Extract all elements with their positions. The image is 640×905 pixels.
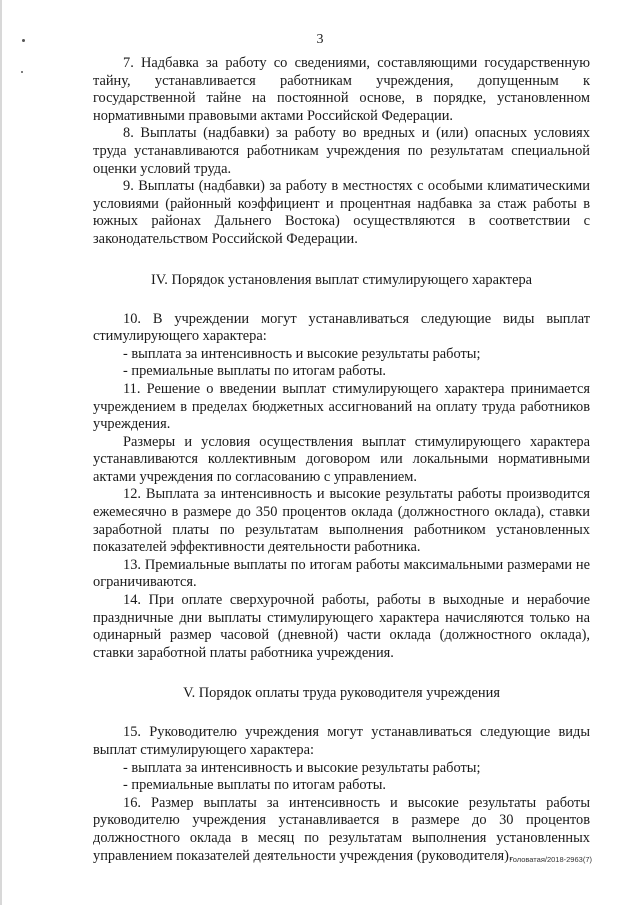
paragraph-12: 12. Выплата за интенсивность и высокие результаты работы производится ежемесячно в размере до 350 процентов оклада (должностного оклада), ставки заработной платы по результатам выполнения работником установленных показателей эффективности деятельности работника. — [93, 486, 590, 556]
paragraph-7: 7. Надбавка за работу со сведениями, составляющими государственную тайну, устанавливается работникам учреждения, допущенным к государственной тайне на постоянной основе, в порядке, установленном нормативными правовыми актами Российской Федерации. — [93, 55, 590, 124]
paragraph-14: 14. При оплате сверхурочной работы, работы в выходные и нерабочие праздничные дни выплаты стимулирующего характера начисляются только на одинарный размер часовой (дневной) части оклада (должностного оклада), ставки заработной платы работника учреждения. — [93, 592, 590, 661]
paragraph-15: 15. Руководителю учреждения могут устанавливаться следующие виды выплат стимулирующего характера: — [93, 724, 590, 758]
paragraph-11-continued: Размеры и условия осуществления выплат стимулирующего характера устанавливаются коллективным договором или локальными нормативными актами учреждения по согласованию с управлением. — [93, 433, 590, 485]
document-footer-code: Головатая/2018-2963(7) — [509, 855, 592, 864]
paragraph-10: 10. В учреждении могут устанавливаться следующие виды выплат стимулирующего характера: — [93, 310, 590, 345]
paragraph-11: 11. Решение о введении выплат стимулирующего характера принимается учреждением в пределах бюджетных ассигнований на оплату труда работников учреждения. — [93, 380, 590, 433]
list-item: - выплата за интенсивность и высокие результаты работы; — [123, 759, 481, 776]
paragraph-16: 16. Размер выплаты за интенсивность и высокие результаты работы руководителю учреждения устанавливается в размере до 30 процентов должностного оклада в месяц по результатам выполнения установленных управлением показателей деятельности учреждения (руководителя). — [93, 794, 590, 864]
document-body — [93, 55, 590, 865]
scan-speck — [21, 71, 23, 73]
paragraph-8: 8. Выплаты (надбавки) за работу во вредных и (или) опасных условиях труда устанавливаются работникам учреждения по результатам специальной оценки условий труда. — [93, 125, 590, 177]
scan-edge — [0, 0, 2, 905]
list-item: - премиальные выплаты по итогам работы. — [123, 363, 386, 380]
page-number: 3 — [316, 32, 324, 47]
section-5-heading: V. Порядок оплаты труда руководителя учреждения — [183, 685, 500, 702]
list-item: - премиальные выплаты по итогам работы. — [123, 777, 386, 794]
section-4-heading: IV. Порядок установления выплат стимулирующего характера — [150, 271, 533, 288]
paragraph-13: 13. Премиальные выплаты по итогам работы максимальными размерами не ограничиваются. — [93, 556, 590, 591]
list-item: - выплата за интенсивность и высокие результаты работы; — [123, 345, 481, 362]
paragraph-9: 9. Выплаты (надбавки) за работу в местностях с особыми климатическими условиями (районный коэффициент и процентная надбавка за стаж работы в южных районах Дальнего Востока) осуществляются в соответствии с законодательством Российской Федерации. — [93, 178, 590, 247]
